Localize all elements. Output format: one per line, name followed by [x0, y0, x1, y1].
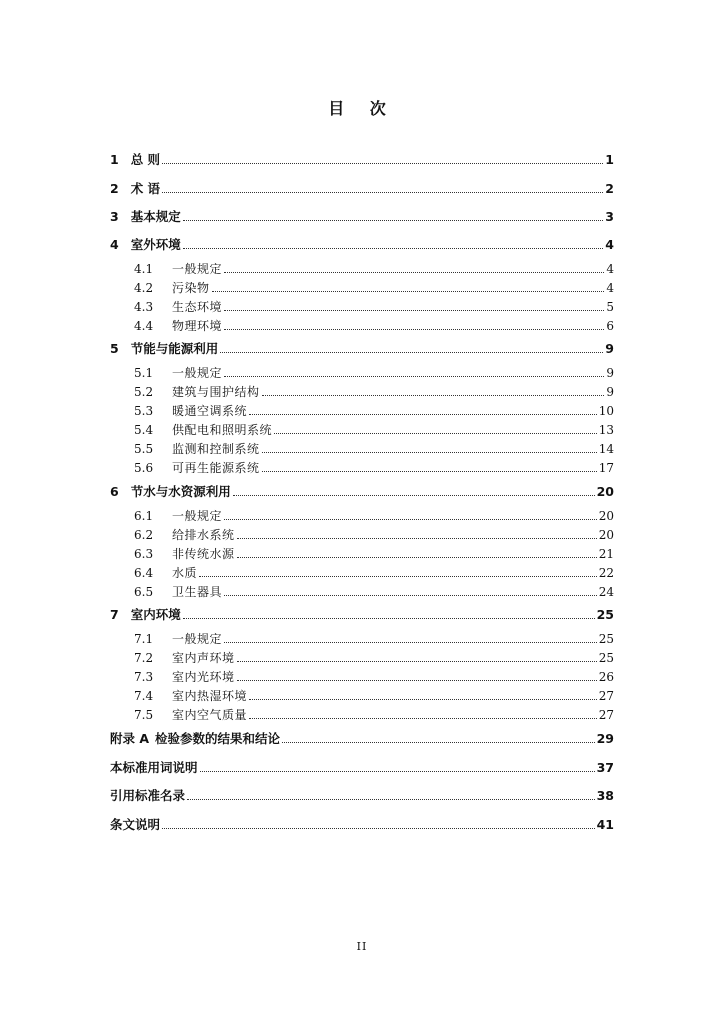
toc-entry-number: 7 — [110, 607, 119, 622]
toc-entry-terms-usage[interactable] — [110, 760, 614, 778]
toc-entry-referenced-standards[interactable] — [110, 788, 614, 806]
toc-entry-number: 4 — [110, 237, 119, 252]
toc-entry-page: 17 — [598, 461, 614, 475]
toc-entry[interactable] — [110, 607, 614, 625]
toc-entry-label: 物理环境 — [172, 319, 223, 333]
toc-entry-number: 5.3 — [134, 404, 154, 418]
toc-entry-label: 一般规定 — [172, 509, 223, 523]
toc-entry-number: 6 — [110, 484, 119, 499]
toc-entry-number: 1 — [110, 152, 119, 167]
toc-entry-page: 26 — [598, 670, 614, 684]
dot-leader — [162, 153, 603, 164]
toc-subentry[interactable] — [134, 261, 614, 279]
toc-entry-page: 20 — [598, 528, 614, 542]
toc-subentry[interactable] — [134, 280, 614, 298]
toc-entry-page: 9 — [606, 366, 614, 380]
toc-entry-label: 供配电和照明系统 — [172, 423, 273, 437]
toc-entry-number: 5.1 — [134, 366, 154, 380]
dot-leader — [282, 732, 595, 743]
dot-leader — [237, 547, 597, 558]
toc-entry-label: 生态环境 — [172, 300, 223, 314]
dot-leader — [274, 423, 597, 434]
toc-entry-label: 检验参数的结果和结论 — [155, 731, 281, 746]
toc-entry-label: 条文说明 — [110, 817, 161, 832]
toc-subentry[interactable] — [134, 584, 614, 602]
toc-entry-label: 一般规定 — [172, 262, 223, 276]
toc-entry-page: 4 — [605, 237, 614, 252]
toc-subentry[interactable] — [134, 527, 614, 545]
toc-entry-number: 5.4 — [134, 423, 154, 437]
toc-entry-number: 7.3 — [134, 670, 154, 684]
toc-entry-label: 暖通空调系统 — [172, 404, 248, 418]
dot-leader — [249, 404, 597, 415]
toc-entry-page: 9 — [606, 385, 614, 399]
toc-entry-page: 20 — [596, 484, 614, 499]
toc-entry-number: 4.1 — [134, 262, 154, 276]
toc-entry-page: 25 — [598, 651, 614, 665]
toc-subentry[interactable] — [134, 422, 614, 440]
toc-entry-page: 2 — [605, 181, 614, 196]
toc-entry-number: 5.6 — [134, 461, 154, 475]
toc-entry-label: 节能与能源利用 — [130, 341, 219, 356]
toc-entry-label: 室内声环境 — [172, 651, 235, 665]
toc-entry-page: 13 — [598, 423, 614, 437]
dot-leader — [224, 632, 597, 643]
toc-entry-label: 室内空气质量 — [172, 708, 248, 722]
toc-entry-page: 27 — [598, 689, 614, 703]
toc-entry-number: 7.5 — [134, 708, 154, 722]
toc-entry-number: 6.5 — [134, 585, 154, 599]
toc-subentry[interactable] — [134, 508, 614, 526]
toc-entry[interactable] — [110, 237, 614, 255]
toc-entry-page: 4 — [606, 281, 614, 295]
dot-leader — [224, 319, 604, 330]
toc-entry-label: 水质 — [172, 566, 198, 580]
toc-entry-number: 6.1 — [134, 509, 154, 523]
dot-leader — [162, 182, 603, 193]
toc-subentry[interactable] — [134, 631, 614, 649]
toc-entry-label: 监测和控制系统 — [172, 442, 260, 456]
toc-entry-number: 3 — [110, 209, 119, 224]
dot-leader — [237, 670, 597, 681]
dot-leader — [162, 818, 595, 829]
toc-entry-page: 14 — [598, 442, 614, 456]
dot-leader — [224, 509, 597, 520]
toc-subentry[interactable] — [134, 707, 614, 725]
toc-subentry[interactable] — [134, 546, 614, 564]
toc-entry[interactable] — [110, 181, 614, 199]
toc-entry-label: 总 则 — [130, 152, 161, 167]
toc-entry[interactable] — [110, 152, 614, 170]
toc-entry-page: 20 — [598, 509, 614, 523]
dot-leader — [212, 281, 605, 292]
toc-entry-number: 5 — [110, 341, 119, 356]
dot-leader — [183, 238, 604, 249]
toc-entry-label: 引用标准名录 — [110, 788, 186, 803]
toc-entry-label: 基本规定 — [130, 209, 181, 224]
toc-entry-number: 附录 A — [110, 731, 150, 746]
toc-subentry[interactable] — [134, 365, 614, 383]
dot-leader — [262, 385, 605, 396]
toc-subentry[interactable] — [134, 318, 614, 336]
dot-leader — [224, 585, 597, 596]
toc-entry-number: 6.4 — [134, 566, 154, 580]
toc-entry-label: 室内热湿环境 — [172, 689, 248, 703]
page-number: II — [356, 940, 368, 953]
toc-entry-page: 5 — [606, 300, 614, 314]
dot-leader — [237, 528, 597, 539]
toc-entry[interactable] — [110, 341, 614, 359]
toc-entry-page: 37 — [596, 760, 614, 775]
dot-leader — [262, 461, 597, 472]
page-title: 目 次 — [328, 99, 396, 118]
toc-entry-page: 21 — [598, 547, 614, 561]
toc-entry-page: 3 — [605, 209, 614, 224]
toc-entry-label: 建筑与围护结构 — [172, 385, 260, 399]
toc-entry-label: 一般规定 — [172, 632, 223, 646]
toc-entry-page: 25 — [598, 632, 614, 646]
toc-entry-label: 一般规定 — [172, 366, 223, 380]
toc-entry-page: 9 — [605, 341, 614, 356]
toc-entry-number: 5.5 — [134, 442, 154, 456]
dot-leader — [237, 651, 597, 662]
toc-entry-number: 6.2 — [134, 528, 154, 542]
toc-entry-page: 10 — [598, 404, 614, 418]
toc-entry-page: 4 — [606, 262, 614, 276]
dot-leader — [249, 689, 597, 700]
toc-entry-label: 本标准用词说明 — [110, 760, 198, 775]
toc-entry-number: 7.4 — [134, 689, 154, 703]
toc-entry-page: 29 — [596, 731, 614, 746]
toc-subentry[interactable] — [134, 565, 614, 583]
toc-subentry[interactable] — [134, 384, 614, 402]
toc-entry-label: 术 语 — [130, 181, 161, 196]
toc-entry-label: 卫生器具 — [172, 585, 223, 599]
dot-leader — [199, 566, 597, 577]
toc-entry-label: 非传统水源 — [172, 547, 235, 561]
toc-subentry[interactable] — [134, 669, 614, 687]
toc-entry-number: 4.3 — [134, 300, 154, 314]
dot-leader — [187, 789, 595, 800]
toc-entry-page: 6 — [606, 319, 614, 333]
toc-subentry[interactable] — [134, 403, 614, 421]
toc-subentry[interactable] — [134, 650, 614, 668]
toc-subentry[interactable] — [134, 299, 614, 317]
toc-entry-appendix-a[interactable] — [110, 731, 614, 749]
toc-entry-explanation[interactable] — [110, 817, 614, 835]
dot-leader — [224, 300, 604, 311]
toc-entry[interactable] — [110, 209, 614, 227]
toc-entry-page: 24 — [598, 585, 614, 599]
dot-leader — [224, 366, 604, 377]
toc-entry-label: 污染物 — [172, 281, 210, 295]
toc-entry[interactable] — [110, 484, 614, 502]
toc-entry-label: 给排水系统 — [172, 528, 235, 542]
toc-subentry[interactable] — [134, 460, 614, 478]
toc-entry-page: 25 — [596, 607, 614, 622]
toc-entry-label: 节水与水资源利用 — [130, 484, 231, 499]
toc-entry-number: 6.3 — [134, 547, 154, 561]
toc-entry-page: 38 — [596, 788, 614, 803]
toc-entry-label: 室内环境 — [130, 607, 181, 622]
toc-entry-label: 可再生能源系统 — [172, 461, 260, 475]
toc-entry-page: 27 — [598, 708, 614, 722]
toc-entry-label: 室内光环境 — [172, 670, 235, 684]
toc-entry-page: 1 — [605, 152, 614, 167]
toc-subentry[interactable] — [134, 441, 614, 459]
toc-entry-number: 4.2 — [134, 281, 154, 295]
dot-leader — [220, 342, 603, 353]
toc-entry-number: 7.2 — [134, 651, 154, 665]
toc-subentry[interactable] — [134, 688, 614, 706]
dot-leader — [183, 608, 595, 619]
dot-leader — [262, 442, 597, 453]
toc-entry-label: 室外环境 — [130, 237, 181, 252]
dot-leader — [200, 761, 595, 772]
toc-entry-number: 7.1 — [134, 632, 154, 646]
toc-entry-page: 41 — [596, 817, 614, 832]
toc-entry-number: 4.4 — [134, 319, 154, 333]
dot-leader — [183, 210, 604, 221]
toc-entry-number: 2 — [110, 181, 119, 196]
dot-leader — [224, 262, 604, 273]
dot-leader — [233, 485, 595, 496]
toc-entry-page: 22 — [598, 566, 614, 580]
toc-entry-number: 5.2 — [134, 385, 154, 399]
dot-leader — [249, 708, 597, 719]
